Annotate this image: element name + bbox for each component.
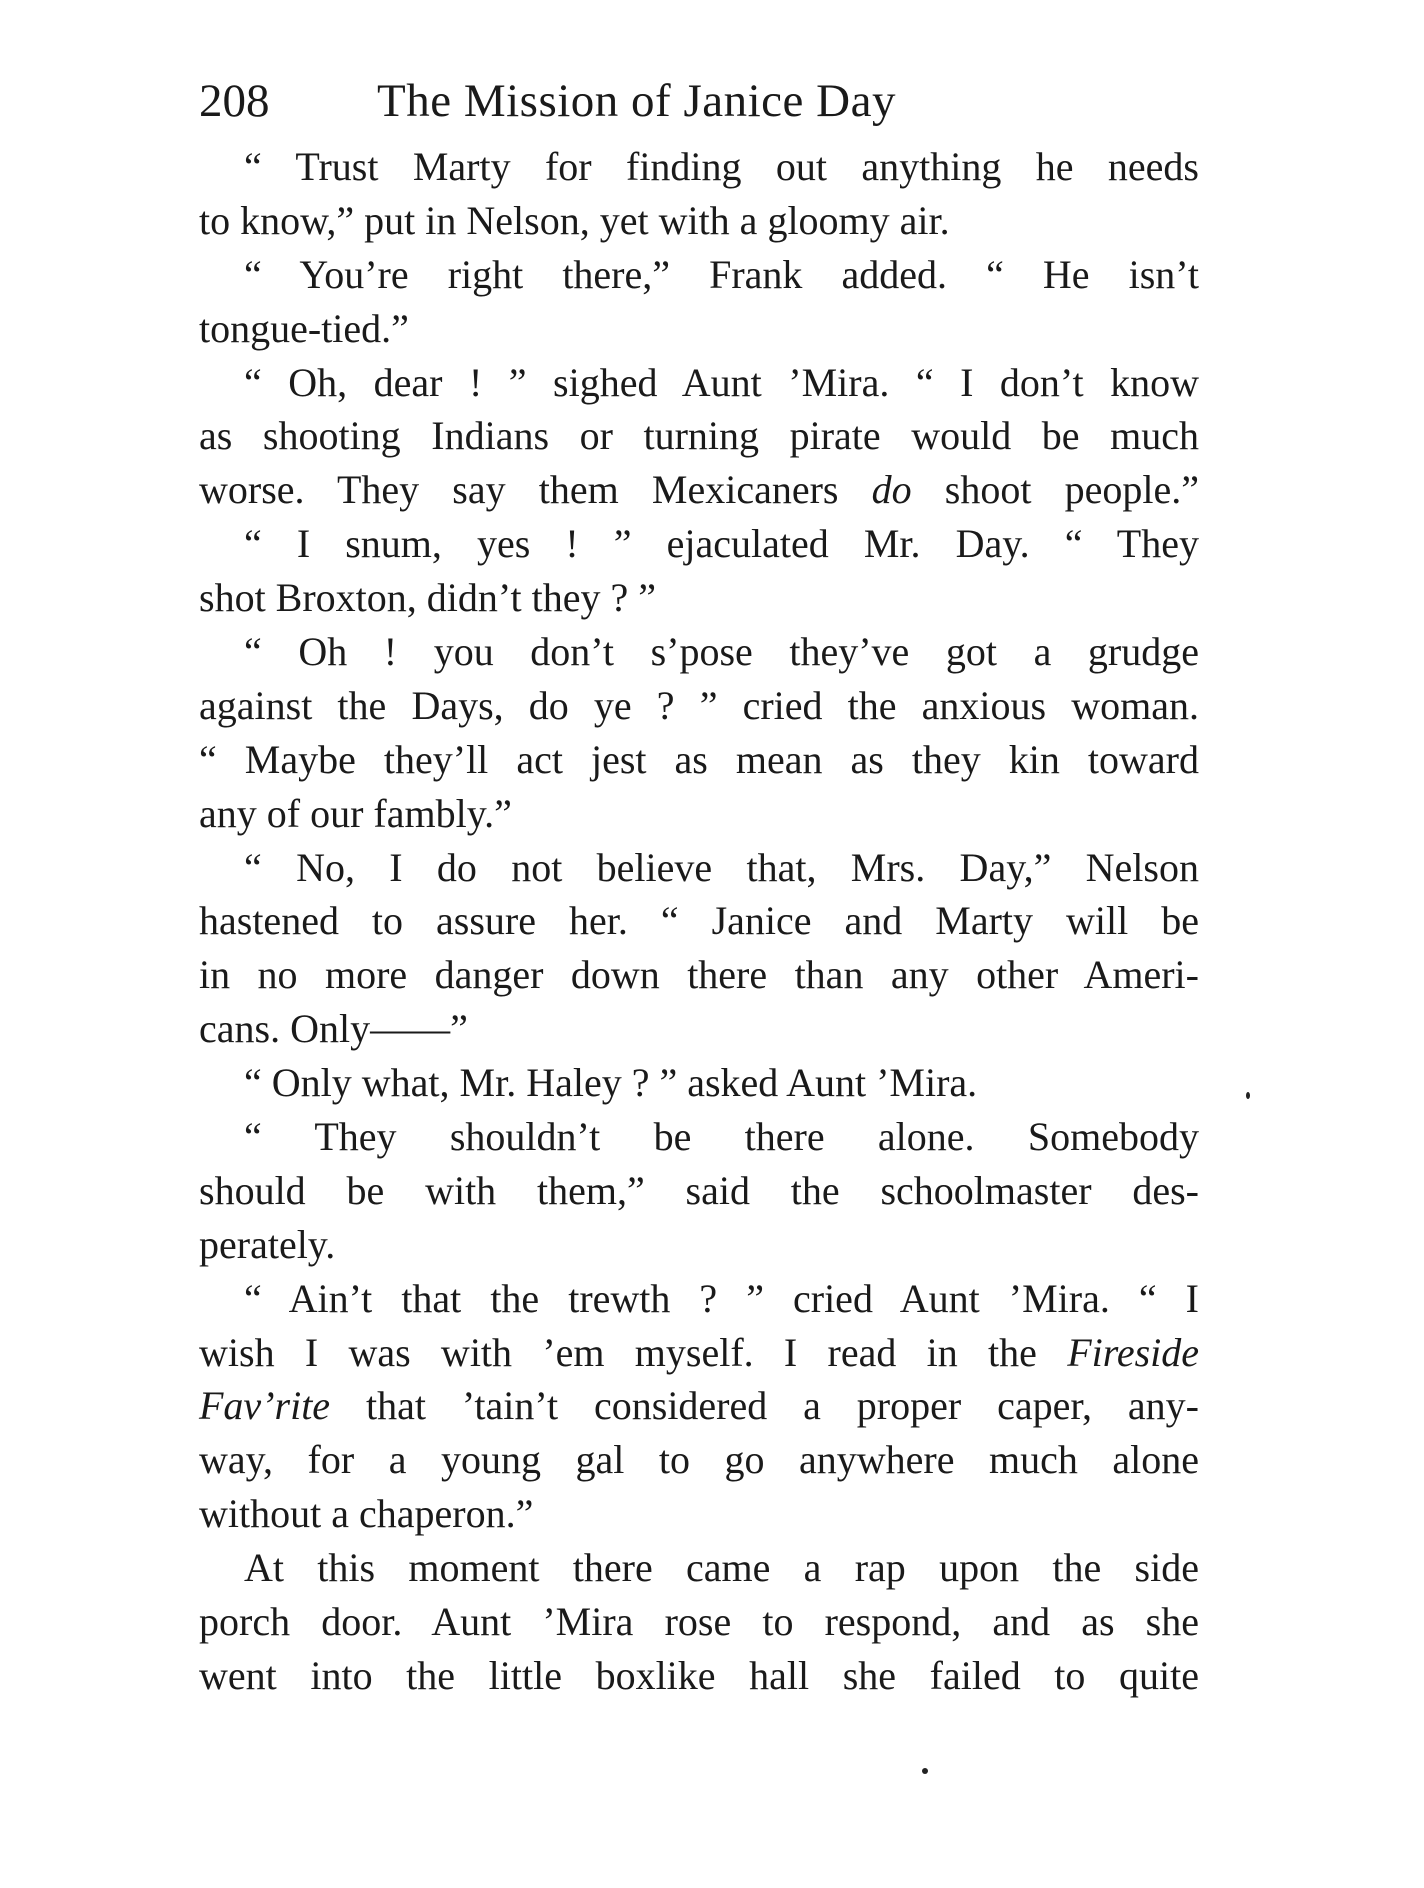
italic-title: Fav’rite bbox=[199, 1383, 331, 1429]
text-line: in no more danger down there than any other Ameri- bbox=[199, 952, 1199, 998]
text-line bbox=[199, 1326, 1199, 1380]
text-line: “ They shouldn’t be there alone. Somebody bbox=[244, 1114, 1199, 1160]
text-line bbox=[199, 463, 1199, 517]
text-segment: worse. They say them Mexicaners bbox=[199, 467, 839, 513]
text-line: perately. bbox=[199, 1221, 336, 1267]
text-line: “ I snum, yes ! ” ejaculated Mr. Day. “ They bbox=[244, 521, 1199, 567]
text-line: “ No, I do not believe that, Mrs. Day,” Nelson bbox=[244, 844, 1199, 890]
page-number: 208 bbox=[199, 75, 270, 127]
text-line: shot Broxton, didn’t they ? ” bbox=[199, 575, 656, 621]
text-segment: wish I was with ’em myself. I read in the bbox=[199, 1329, 1037, 1375]
text-line: way, for a young gal to go anywhere much alone bbox=[199, 1437, 1199, 1483]
ink-speck bbox=[922, 1768, 928, 1774]
text-line: tongue-tied.” bbox=[199, 305, 409, 351]
text-line: “ Oh ! you don’t s’pose they’ve got a grudge bbox=[244, 629, 1199, 675]
ink-speck bbox=[1246, 1092, 1250, 1099]
text-line: against the Days, do ye ? ” cried the anxious woman. bbox=[199, 682, 1199, 728]
book-page bbox=[199, 70, 1199, 1703]
running-title: The Mission of Janice Day bbox=[377, 75, 896, 127]
text-line: cans. Only——” bbox=[199, 1006, 468, 1052]
text-line: went into the little boxlike hall she failed to quite bbox=[199, 1652, 1199, 1698]
italic-title: Fireside bbox=[1067, 1329, 1200, 1375]
running-head bbox=[199, 70, 1199, 132]
text-line: “ Oh, dear ! ” sighed Aunt ’Mira. “ I don’t know bbox=[244, 359, 1199, 405]
text-segment: that ’tain’t considered a proper caper, any- bbox=[365, 1383, 1200, 1429]
text-line: should be with them,” said the schoolmaster des- bbox=[199, 1167, 1199, 1213]
italic-word: do bbox=[871, 467, 912, 513]
text-line: “ Only what, Mr. Haley ? ” asked Aunt ’Mira. bbox=[244, 1060, 978, 1106]
text-line: as shooting Indians or turning pirate would be much bbox=[199, 413, 1199, 459]
body-text bbox=[199, 140, 1199, 1703]
text-line: hastened to assure her. “ Janice and Marty will be bbox=[199, 898, 1199, 944]
text-line: to know,” put in Nelson, yet with a gloomy air. bbox=[199, 197, 950, 243]
text-line: “ Maybe they’ll act jest as mean as they kin toward bbox=[199, 736, 1199, 782]
text-line: At this moment there came a rap upon the side bbox=[244, 1545, 1199, 1591]
text-segment: shoot people.” bbox=[944, 467, 1200, 513]
text-line: any of our fambly.” bbox=[199, 790, 512, 836]
text-line: porch door. Aunt ’Mira rose to respond, and as she bbox=[199, 1599, 1199, 1645]
text-line: “ Ain’t that the trewth ? ” cried Aunt ’Mira. “ I bbox=[244, 1275, 1199, 1321]
text-line: “ Trust Marty for finding out anything he needs bbox=[244, 144, 1199, 189]
text-line: without a chaperon.” bbox=[199, 1491, 534, 1537]
text-line: “ You’re right there,” Frank added. “ He isn’t bbox=[244, 251, 1199, 297]
text-line bbox=[199, 1379, 1199, 1433]
